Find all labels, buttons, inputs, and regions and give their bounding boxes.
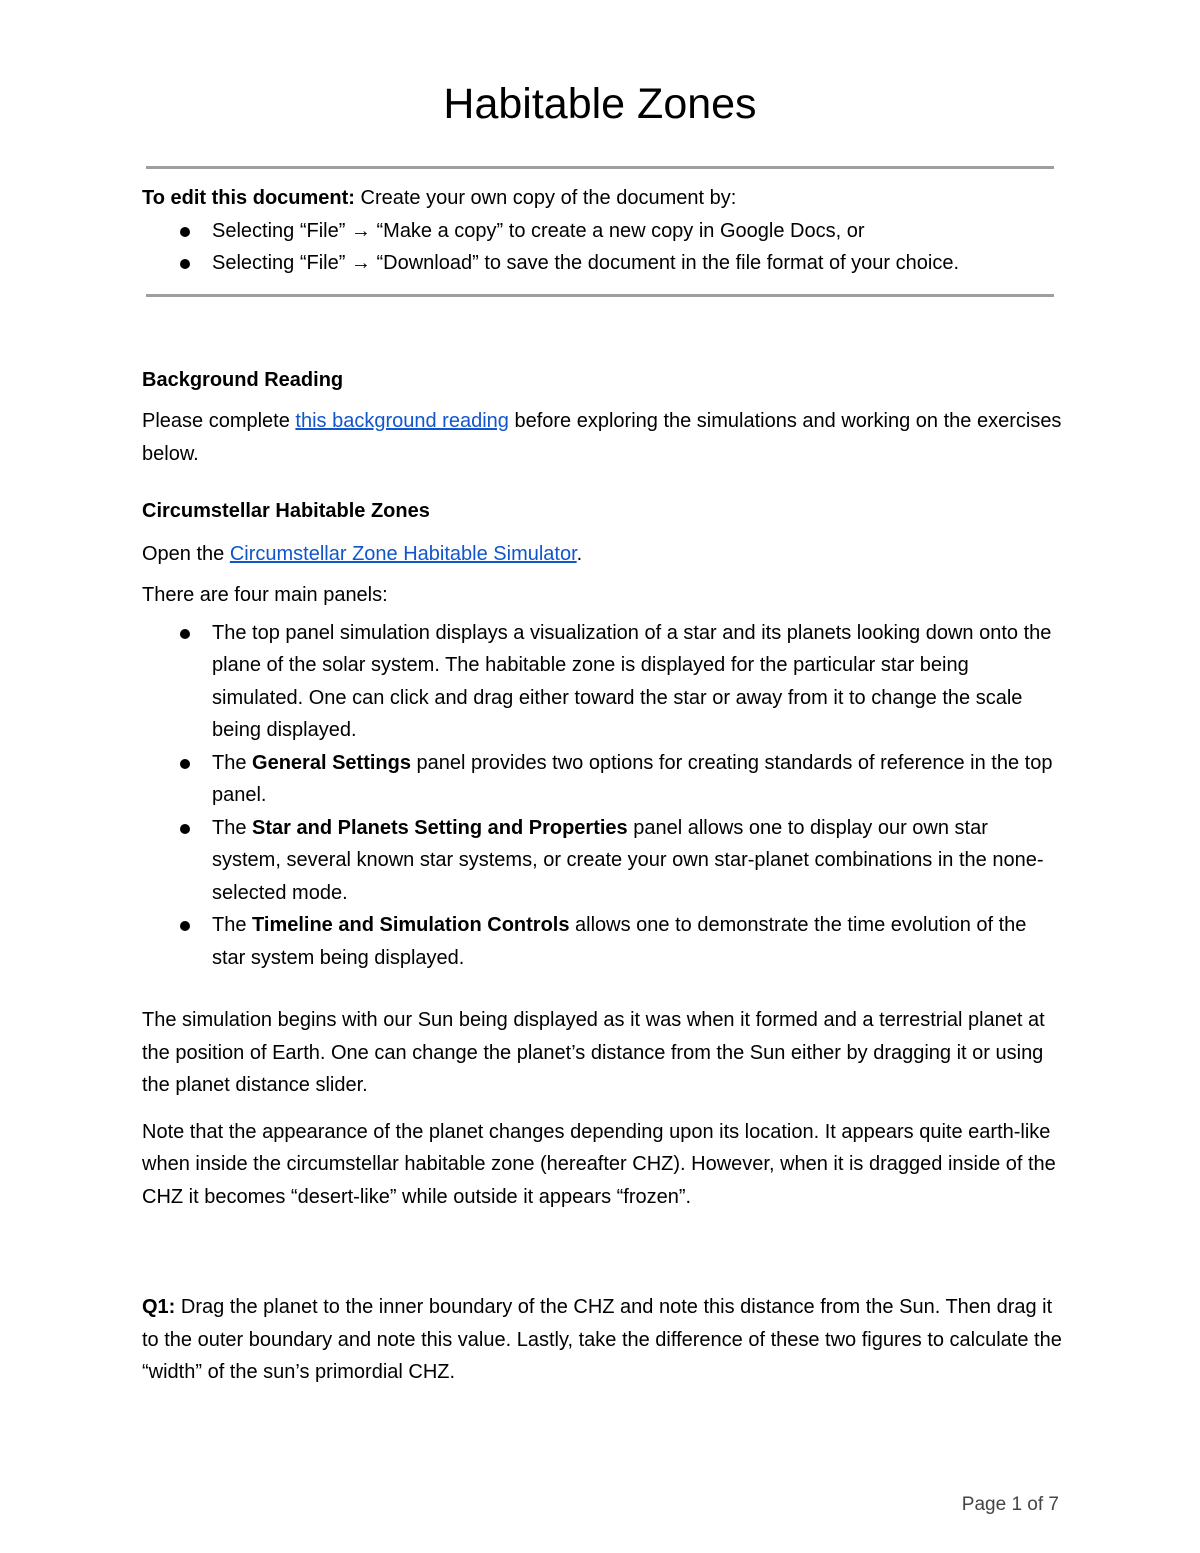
chz-heading: Circumstellar Habitable Zones (142, 500, 430, 522)
question-label: Q1: (142, 1296, 176, 1318)
panel-text-after: panel allows one to display our own star system, several known star systems, or create your own star-planet combinations in the none-selected mode. (212, 816, 1044, 904)
panel-name: Timeline and Simulation Controls (252, 914, 570, 936)
background-reading-link[interactable]: this background reading (295, 410, 509, 432)
open-simulator-paragraph (142, 538, 1062, 571)
bullet-icon (180, 921, 190, 931)
background-paragraph (142, 405, 1062, 470)
question-text: Drag the planet to the inner boundary of the CHZ and note this distance from the Sun. Then drag it to the outer boundary and note this value. Lastly, take the difference of these two figures to calculate the “width” of the sun’s primordial CHZ. (142, 1296, 1062, 1383)
panel-text-before: The (212, 751, 253, 774)
bullet-icon (180, 824, 190, 834)
edit-instructions-text: Create your own copy of the document by: (354, 187, 737, 209)
edit-instructions-bold: To edit this document: (142, 187, 355, 209)
open-text-before: Open the (142, 542, 230, 565)
panel-name: Star and Planets Setting and Properties (252, 816, 628, 839)
panel-text-before: The (212, 816, 253, 839)
spacer (142, 280, 1062, 364)
question-1 (142, 1291, 1062, 1389)
panel-text-after: allows one to demonstrate the time evolution of the star system being displayed. (212, 914, 1027, 969)
list-item (142, 747, 1062, 812)
document-title: Habitable Zones (443, 80, 757, 128)
panel-text-before: The top panel simulation displays a visualization of a star and its planets looking down onto the plane of the solar system. The habitable zone is displayed for the particular star being simulated. One can click and drag either toward the star or away from it to change the scale being displayed. (212, 621, 1052, 741)
panel-name: General Settings (252, 751, 411, 774)
list-item (142, 617, 1062, 747)
panels-intro: There are four main panels: (142, 584, 388, 606)
list-item (142, 812, 1062, 910)
document-body (142, 182, 1062, 1389)
list-item-text: Selecting “File” → “Make a copy” to create a new copy in Google Docs, or (212, 219, 865, 242)
bullet-icon (180, 259, 190, 269)
appearance-paragraph: Note that the appearance of the planet changes depending upon its location. It appears quite earth-like when inside the circumstellar habitable zone (hereafter CHZ). However, when it is dragged inside of the CHZ it becomes “desert-like” while outside it appears “frozen”. (142, 1120, 1056, 1208)
list-item-text: Selecting “File” → “Download” to save the document in the file format of your choice. (212, 252, 960, 274)
list-item (142, 247, 1062, 280)
list-item (142, 909, 1062, 974)
edit-instructions (142, 182, 1062, 280)
background-heading: Background Reading (142, 368, 344, 391)
simulator-link[interactable]: Circumstellar Zone Habitable Simulator (229, 542, 577, 565)
list-item (142, 215, 1062, 248)
panel-text-before: The (212, 914, 253, 936)
background-text-after: before exploring the simulations and working on the exercises below. (142, 410, 1062, 465)
open-text-after: . (576, 542, 583, 565)
bullet-icon (180, 629, 190, 639)
simulation-paragraph: The simulation begins with our Sun being displayed as it was when it formed and a terrestrial planet at the position of Earth. One can change the planet’s distance from the Sun either by dragging it or using the planet distance slider. (142, 1009, 1045, 1096)
bullet-icon (180, 759, 190, 769)
page-number: Page 1 of 7 (961, 1494, 1059, 1515)
panel-text-after: panel provides two options for creating standards of reference in the top panel. (212, 751, 1053, 806)
edit-instructions-list (142, 215, 1062, 280)
bottom-divider (146, 294, 1054, 297)
panels-list (142, 617, 1062, 975)
background-text-before: Please complete (142, 410, 296, 432)
bullet-icon (180, 227, 190, 237)
top-divider (146, 166, 1054, 169)
edit-instructions-lead (142, 182, 1062, 215)
